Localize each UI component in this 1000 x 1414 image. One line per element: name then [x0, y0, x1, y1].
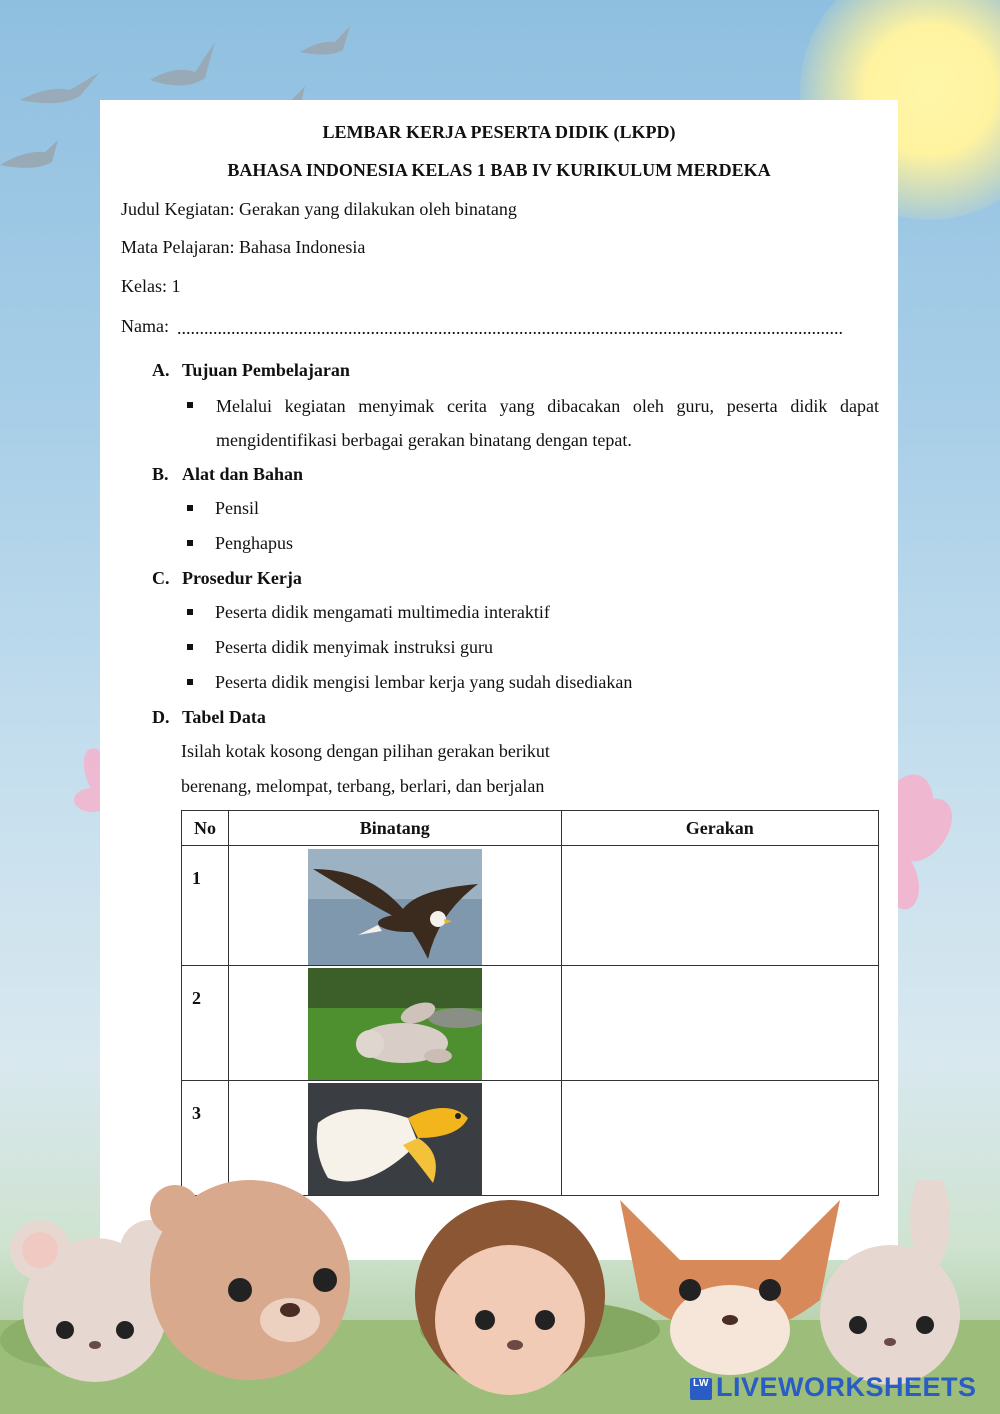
section-letter: C. — [152, 568, 170, 588]
row-number: 2 — [182, 966, 229, 1081]
section-a-heading — [152, 360, 350, 381]
section-title: Tabel Data — [182, 707, 266, 727]
rabbit-icon — [820, 1180, 960, 1385]
list-item: Peserta didik mengamati multimedia interaktif — [187, 602, 550, 623]
bird-icon — [150, 42, 215, 86]
section-c-heading — [152, 568, 302, 589]
square-bullet-icon — [187, 679, 193, 685]
instruction-text: Isilah kotak kosong dengan pilihan gerakan berikut — [181, 741, 550, 761]
nama-label: Nama: — [121, 316, 169, 336]
list-item: Peserta didik mengisi lembar kerja yang sudah disediakan — [187, 672, 632, 693]
answer-cell[interactable] — [561, 1081, 878, 1196]
worksheet-subtitle: BAHASA INDONESIA KELAS 1 BAB IV KURIKULUM MERDEKA — [227, 160, 771, 180]
section-title: Prosedur Kerja — [182, 568, 302, 588]
table-row — [182, 1081, 879, 1196]
bird-icon — [0, 140, 58, 168]
animal-cell — [228, 966, 561, 1081]
square-bullet-icon — [187, 644, 193, 650]
table-row — [182, 966, 879, 1081]
section-title: Alat dan Bahan — [182, 464, 304, 484]
kelas: Kelas: 1 — [121, 276, 181, 296]
judul-kegiatan: Judul Kegiatan: Gerakan yang dilakukan oleh binatang — [121, 199, 517, 219]
row-number: 3 — [182, 1081, 229, 1196]
section-letter: B. — [152, 464, 169, 484]
rabbit-photo-icon — [308, 968, 482, 1080]
square-bullet-icon — [187, 609, 193, 615]
eagle-photo-icon — [308, 849, 482, 965]
column-header-no: No — [182, 811, 229, 846]
nama-field[interactable]: .................................................................................................................................................... — [177, 318, 843, 338]
worksheet-title: LEMBAR KERJA PESERTA DIDIK (LKPD) — [322, 122, 676, 142]
list-item: Penghapus — [187, 533, 293, 554]
betta-fish-photo-icon — [308, 1083, 482, 1195]
square-bullet-icon — [187, 505, 193, 511]
bird-icon — [20, 72, 100, 103]
animal-cell — [228, 846, 561, 966]
section-d-heading — [152, 707, 266, 728]
data-table — [181, 810, 879, 1196]
answer-cell[interactable] — [561, 966, 878, 1081]
column-header-gerakan: Gerakan — [561, 811, 878, 846]
section-title: Tujuan Pembelajaran — [182, 360, 350, 380]
table-row — [182, 846, 879, 966]
logo-text: LIVEWORKSHEETS — [716, 1372, 977, 1402]
answer-cell[interactable] — [561, 846, 878, 966]
section-letter: D. — [152, 707, 170, 727]
mata-pelajaran: Mata Pelajaran: Bahasa Indonesia — [121, 237, 366, 257]
tujuan-text: Melalui kegiatan menyimak cerita yang dibacakan oleh guru, peserta didik dapat mengidentifikasi berbagai gerakan binatang dengan tepat. — [216, 396, 879, 450]
list-item: Peserta didik menyimak instruksi guru — [187, 637, 493, 658]
square-bullet-icon — [187, 540, 193, 546]
column-header-binatang: Binatang — [228, 811, 561, 846]
bullet-marker — [187, 395, 215, 416]
liveworksheets-logo[interactable] — [690, 1372, 977, 1403]
section-letter: A. — [152, 360, 170, 380]
movement-options: berenang, melompat, terbang, berlari, dan berjalan — [181, 776, 545, 796]
bear-icon — [150, 1180, 350, 1380]
table-header-row — [182, 811, 879, 846]
bird-icon — [300, 26, 350, 55]
square-bullet-icon — [187, 402, 193, 408]
row-number: 1 — [182, 846, 229, 966]
logo-badge-icon: LW — [690, 1378, 712, 1400]
animal-cell — [228, 1081, 561, 1196]
section-b-heading — [152, 464, 303, 485]
list-item: Pensil — [187, 498, 259, 519]
